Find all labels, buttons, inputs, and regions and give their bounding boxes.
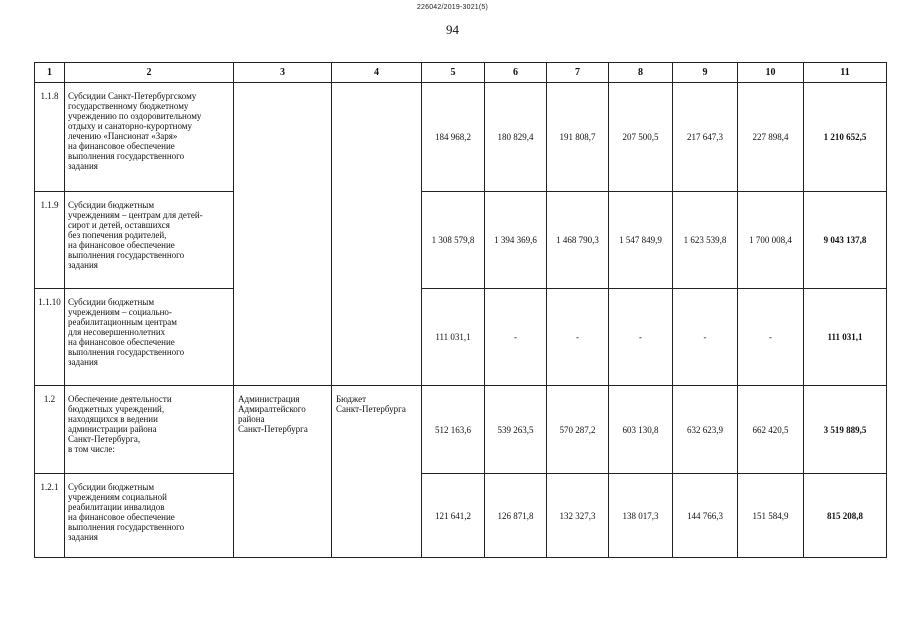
value-cell: 539 263,5 (485, 386, 547, 474)
col-header-5: 5 (422, 63, 485, 83)
value-cell: 603 130,8 (609, 386, 673, 474)
value-cell: - (673, 289, 738, 386)
source-cell-empty (332, 83, 422, 386)
value-cell: 570 287,2 (547, 386, 609, 474)
value-cell: 207 500,5 (609, 83, 673, 192)
value-cell: 512 163,6 (422, 386, 485, 474)
col-header-10: 10 (738, 63, 804, 83)
value-cell: 662 420,5 (738, 386, 804, 474)
row-number: 1.2.1 (35, 474, 65, 558)
value-cell: 1 700 008,4 (738, 192, 804, 289)
value-cell: 132 327,3 (547, 474, 609, 558)
value-cell: 1 468 790,3 (547, 192, 609, 289)
value-cell: 1 308 579,8 (422, 192, 485, 289)
funding-source-cell: Бюджет Санкт-Петербурга (332, 386, 422, 558)
executor-cell: Администрация Адмиралтейского района Санкт-Петербурга (234, 386, 332, 558)
row-name: Обеспечение деятельности бюджетных учреждений, находящихся в ведении администрации района Санкт-Петербурга, в том числе: (65, 386, 234, 474)
value-cell: 217 647,3 (673, 83, 738, 192)
table-row (35, 474, 887, 558)
table-row (35, 386, 887, 474)
value-cell: - (738, 289, 804, 386)
row-name: Субсидии бюджетным учреждениям – социально- реабилитационным центрам для несовершеннолетних на финансовое обеспечение выполнения государственного задания (65, 289, 234, 386)
document-id: 226042/2019-3021(5) (416, 4, 489, 11)
row-number: 1.2 (35, 386, 65, 474)
page-number: 94 (446, 22, 459, 37)
value-cell: 632 623,9 (673, 386, 738, 474)
total-cell: 9 043 137,8 (804, 192, 887, 289)
total-cell: 3 519 889,5 (804, 386, 887, 474)
value-cell: 1 547 849,9 (609, 192, 673, 289)
col-header-11: 11 (804, 63, 887, 83)
value-cell: - (609, 289, 673, 386)
row-number: 1.1.10 (35, 289, 65, 386)
value-cell: 191 808,7 (547, 83, 609, 192)
row-name: Субсидии бюджетным учреждениям социальной реабилитации инвалидов на финансовое обеспечение выполнения государственного задания (65, 474, 234, 558)
budget-table (34, 62, 887, 558)
value-cell: - (547, 289, 609, 386)
value-cell: - (485, 289, 547, 386)
col-header-7: 7 (547, 63, 609, 83)
table-row (35, 192, 887, 289)
total-cell: 1 210 652,5 (804, 83, 887, 192)
col-header-1: 1 (35, 63, 65, 83)
value-cell: 184 968,2 (422, 83, 485, 192)
value-cell: 121 641,2 (422, 474, 485, 558)
col-header-9: 9 (673, 63, 738, 83)
col-header-2: 2 (65, 63, 234, 83)
total-cell: 111 031,1 (804, 289, 887, 386)
value-cell: 1 623 539,8 (673, 192, 738, 289)
row-name: Субсидии бюджетным учреждениям – центрам для детей- сирот и детей, оставшихся без попечения родителей, на финансовое обеспечение выполнения государственного задания (65, 192, 234, 289)
total-cell: 815 208,8 (804, 474, 887, 558)
table-row (35, 289, 887, 386)
value-cell: 151 584,9 (738, 474, 804, 558)
value-cell: 227 898,4 (738, 83, 804, 192)
value-cell: 138 017,3 (609, 474, 673, 558)
table-row (35, 83, 887, 192)
value-cell: 126 871,8 (485, 474, 547, 558)
value-cell: 1 394 369,6 (485, 192, 547, 289)
col-header-3: 3 (234, 63, 332, 83)
row-number: 1.1.9 (35, 192, 65, 289)
executor-cell-empty (234, 83, 332, 386)
value-cell: 180 829,4 (485, 83, 547, 192)
col-header-4: 4 (332, 63, 422, 83)
col-header-8: 8 (609, 63, 673, 83)
value-cell: 111 031,1 (422, 289, 485, 386)
col-header-6: 6 (485, 63, 547, 83)
value-cell: 144 766,3 (673, 474, 738, 558)
row-number: 1.1.8 (35, 83, 65, 192)
row-name: Субсидии Санкт-Петербургскому государственному бюджетному учреждению по оздоровительному отдыху и санаторно-курортному лечению «Пансионат «Заря» на финансовое обеспечение выполнения государственного задания (65, 83, 234, 192)
header-row (35, 63, 887, 83)
